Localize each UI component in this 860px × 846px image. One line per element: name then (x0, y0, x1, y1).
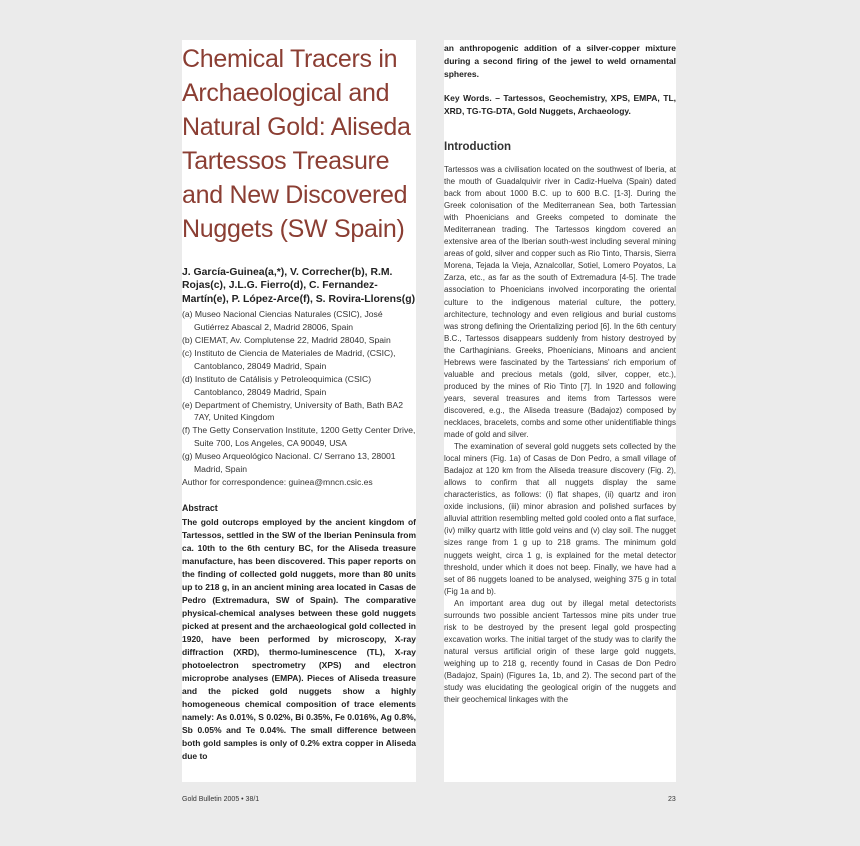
abstract-heading: Abstract (182, 502, 218, 513)
keywords: Key Words. – Tartessos, Geochemistry, XPS, EMPA, TL, XRD, TG-TG-DTA, Gold Nuggets, Archaeology. (444, 93, 676, 116)
abstract-continued: an anthropogenic addition of a silver-copper mixture during a second firing of the jewel to weld ornamental spheres. (444, 43, 676, 79)
abstract-text: The gold outcrops employed by the ancient kingdom of Tartessos, settled in the SW of the Iberian Peninsula from ca. 10th to the 6th century BC, for the Aliseda treasure manufacture, has been discovered. This paper reports on the finding of collected gold nuggets, more than 80 units up to 218 g, in an ancient mining area located in Casas de Pedro (Extremadura, SW of Spain). The comparative physical-chemical analyses between these gold nuggets picked at present and the archaeological gold collected in 1920, have been performed by microscopy, X-ray diffraction (XRD), thermo-luminescence (TL), X-ray photoelectron spectrometry (XPS) and electron microprobe analyses (EMPA). Pieces of Aliseda treasure and the picked gold nuggets show a highly homogeneous chemical composition of trace elements namely: As 0.01%, S 0.02%, Bi 0.35%, Fe 0.016%, Ag 0.8%, Sb 0.05% and Te 0.04%. The small difference between both gold samples is only of 0.2% extra copper in Aliseda due to (182, 516, 416, 761)
footer-journal: Gold Bulletin 2005 • 38/1 (182, 796, 260, 803)
right-column (444, 40, 676, 782)
affiliation-c: (c) Instituto de Ciencia de Materiales de Madrid, (CSIC), Cantoblanco, 28049 Madrid, Spain (182, 347, 396, 371)
introduction-heading: Introduction (444, 141, 512, 153)
affiliation-a: (a) Museo Nacional Ciencias Naturales (CSIC), José Gutiérrez Abascal 2, Madrid 28006, Spain (182, 309, 383, 333)
left-column (182, 40, 416, 782)
correspondence-line: Author for correspondence: guinea@mncn.csic.es (182, 477, 373, 487)
intro-paragraph-3: An important area dug out by illegal metal detectorists surrounds two possible ancient Tartessos mine pits under true risk to be destroyed by the present legal gold prospecting excavation works. The initial target of the study was to clarify the natural versus artificial origin of these large gold nuggets, weighing up to 218 g, recently found in Casas de Don Pedro (Badajoz, Spain) (Figures 1a, 1b, and 2). The second part of the study was elucidating the geological origin of the nuggets and their geochemical linkages with the (444, 598, 676, 705)
introduction-body (444, 164, 676, 706)
affiliation-list (182, 308, 416, 476)
intro-paragraph-1: Tartessos was a civilisation located on the southwest of Iberia, at the mouth of Guadalquivir river in Cadiz-Huelva (Spain) dated back from about 1000 B.C. up to 600 B.C. [1-3]. During the Greek colonisation of the Mediterranean Sea, both Tartessian with Phoenicians and Greeks competed to dominate the Mediterranean trading. The Tartessos kingdom covered an extensive area of the Iberian south-west including several mining areas of gold, silver and copper such as Rio Tinto, Tharsis, Sierra Morena, Tejada la Vieja, Aznalcollar, Sotiel, Lomero Poyatos, La Zarza, etc., as far as the south of Extremadura [4-5]. The trade association to Phoenicians involved incorporating the oriental culture to the indigenous material culture, the pottery, architecture, technology and even religious and burial customs was strong defining the Orientalizing period [6]. In the 6th century B.C., Tartessos disappears suddenly from history destroyed by the Carthaginians. Greeks, Phoenicians, Minoans and ancient Hebrews were fascinated by the Tartessians' rich emporium of valuable and precious metals (gold, silver, copper, etc.), produced by the mines of Rio Tinto [7]. In 1920 and following years, several treasures and items from Tartessos were discovered, e.g., the Aliseda treasure (Badajoz) composed by necklaces, bracelets, combs and some other unidentifiable things made of gold and silver. (444, 165, 676, 440)
author-list: J. García-Guinea(a,*), V. Correcher(b), R.M. Rojas(c), J.L.G. Fierro(d), C. Fernandez-Martín(e), P. López-Arce(f), S. Rovira-Llorens(g) (182, 267, 416, 305)
affiliation-f: (f) The Getty Conservation Institute, 1200 Getty Center Drive, Suite 700, Los Angeles, CA 90049, USA (182, 425, 416, 449)
footer-page-number: 23 (668, 796, 676, 803)
affiliation-d: (d) Instituto de Catálisis y Petroleoquimica (CSIC) Cantoblanco, 28049 Madrid, Spain (182, 373, 372, 397)
affiliation-b: (b) CIEMAT, Av. Complutense 22, Madrid 28040, Spain (182, 335, 391, 346)
article-title: Chemical Tracers in Archaeological and Natural Gold: Aliseda Tartessos Treasure and New Discovered Nuggets (SW Spain) (182, 45, 411, 243)
intro-paragraph-2: The examination of several gold nuggets sets collected by the local miners (Fig. 1a) of Casas de Don Pedro, a small village of Badajoz at 120 km from the Aliseda treasure discovery (Fig. 2), allows to confirm that all nuggets display the same characteristics, as follows: (i) flat shapes, (ii) quartz and iron oxide inclusions, (iii) minor abrasion and polished surfaces by alluvial attrition resembling melted gold cooled onto a flat surface, (iv) milky quartz with little gold veins and (v) clay soil. The nugget sizes range from 1 g up to 218 grams. The minimum gold nuggets weight, circa 1 g, is explained for the metal detector threshold, under which it does not beep. Finally, we have had a set of 86 nuggets loaned to be analysed, weighing 375 g in total (Fig 1a and b). (444, 442, 676, 596)
affiliation-g: (g) Museo Arqueológico Nacional. C/ Serrano 13, 28001 Madrid, Spain (182, 451, 396, 475)
affiliation-e: (e) Department of Chemistry, University of Bath, Bath BA2 7AY, United Kingdom (182, 399, 403, 423)
